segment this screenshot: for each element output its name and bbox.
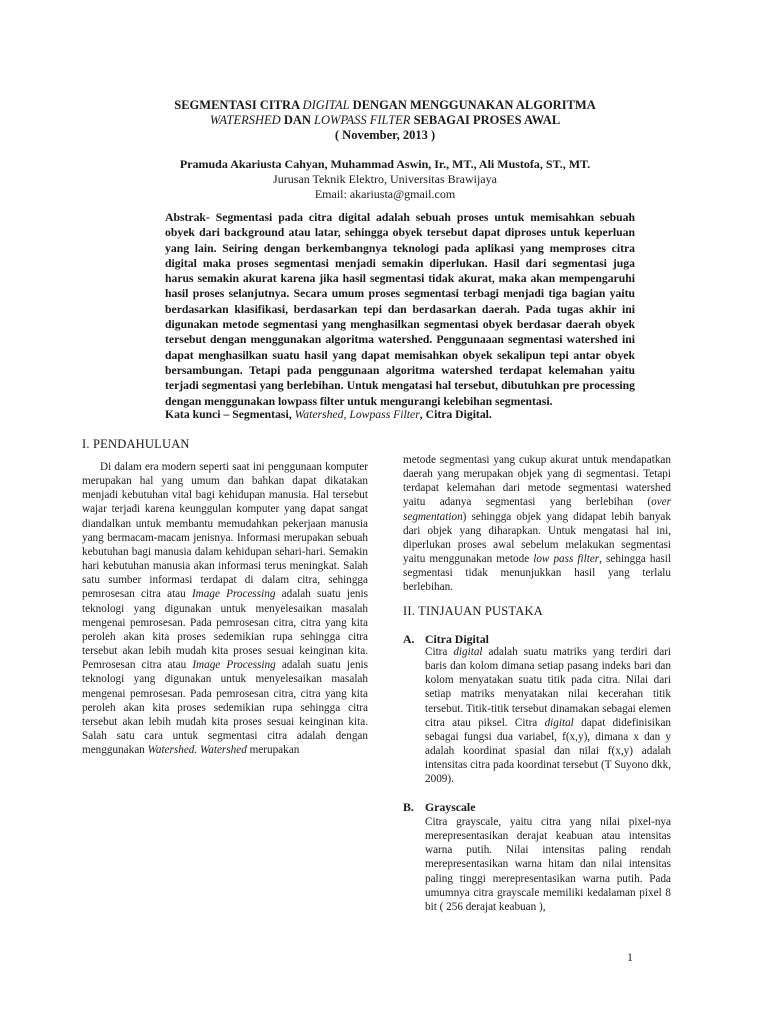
citra-digital-paragraph: Citra digital adalah suatu matriks yang terdiri dari baris dan kolom dimana setiap pasang indeks bari dan kolom menyatakan suatu titik pada citra. Nilai dari setiap matriks menyatakan nilai kecerahan titik tersebut. Titik-titik tersebut dinamakan sebagai elemen citra atau piksel. Citra digital dapat didefinisikan sebagai fungsi dua variabel, f(x,y), dimana x dan y adalah koordinat spasial dan nilai f(x,y) adalah intensitas citra pada koordinat tersebut (T Suyono dkk, 2009). <box>425 646 671 786</box>
keywords: Kata kunci – Segmentasi, Watershed, Lowpass Filter, Citra Digital. <box>165 408 492 421</box>
subsection-heading-citra-digital: A. Citra Digital <box>403 632 489 646</box>
affiliation: Jurusan Teknik Elektro, Universitas Brawijaya <box>273 172 497 186</box>
paper-date: ( November, 2013 ) <box>334 128 436 142</box>
paper-title: SEGMENTASI CITRA DIGITAL DENGAN MENGGUNAKAN ALGORITMA WATERSHED DAN LOWPASS FILTER SEBAGAI PROSES AWAL ( November, 2013 ) <box>174 98 596 142</box>
page-number: 1 <box>627 950 633 964</box>
author-email: Email: akariusta@gmail.com <box>314 187 456 201</box>
abstract: Abstrak- Segmentasi pada citra digital adalah sebuah proses untuk memisahkan sebuah obyek dari background atau latar, sehingga obyek tersebut dapat diproses untuk keperluan yang lain. Seiring dengan berkembangnya teknologi pada aplikasi yang memproses citra digital maka proses segmentasi menjadi semakin diperlukan. Hasil dari segmentasi juga harus semakin akurat karena jika hasil segmentasi tidak akurat, maka akan mempengaruhi hasil proses selanjutnya. Secara umum proses segmentasi terbagi menjadi tiga bagian yaitu berdasarkan klasifikasi, berdasarkan tepi dan berdasarkan daerah. Pada tugas akhir ini digunakan metode segmentasi yang menghasilkan segmentasi obyek berdasar daerah obyek tersebut dengan menggunakan algoritma watershed. Penggunaaan segmentasi watershed ini dapat menghasilkan suatu hasil yang dapat memisahkan obyek sekalipun tepi antar obyek bersambungan. Tetapi pada penggunaan algoritma watershed terdapat kelemahan yaitu terjadi segmentasi yang berlebihan. Untuk mengatasi hal tersebut, dibutuhkan pre processing dengan menggunakan lowpass filter untuk mengurangi kelebihan segmentasi. <box>165 211 635 408</box>
left-column-text <box>82 460 368 757</box>
subsection-heading-grayscale: B. Grayscale <box>403 800 476 814</box>
author-list: Pramuda Akariusta Cahyan, Muhammad Aswin, Ir., MT., Ali Mustofa, ST., MT. <box>179 157 591 171</box>
paper-header <box>80 98 690 202</box>
right-column-text: metode segmentasi yang cukup akurat untuk mendapatkan daerah yang merupakan objek yang di segmentasi. Tetapi terdapat kelemahan dari metode segmentasi watershed yaitu adanya segmentasi yang berlebihan (over segmentation) sehingga objek yang didapat lebih banyak dari objek yang diharapkan. Untuk mengatasi hal ini, diperlukan proses awal sebelum melakukan segmentasi yaitu menggunakan metode low pass filter, sehingga hasil segmentasi tidak menunjukkan hasil yang terlalu berlebihan. <box>403 454 671 594</box>
intro-paragraph: Di dalam era modern seperti saat ini penggunaan komputer merupakan hal yang umum dan bahkan dapat dikatakan menjadi kebutuhan vital bagi kehidupan manusia. Hal tersebut wajar terjadi karena keunggulan komputer yang dapat sangat diandalkan untuk membantu memudahkan pekerjaan manusia yang bermacam-macam jenisnya. Informasi merupakan sebuah kebutuhan bagi manusia dalam kehidupan sehari-hari. Semakin hari kebutuhan manusia akan informasi terus meningkat. Salah satu sumber informasi terdapat di dalam citra, sehingga pemrosesan citra atau Image Processing adalah suatu jenis teknologi yang digunakan untuk menyelesaikan masalah mengenai pemrosesan. Pada pemrosesan citra, citra yang kita peroleh akan kita proses sedemikian rupa sehingga citra tersebut akan lebih mudah kita proses sesuai keinginan kita. Pemrosesan citra atau Image Processing adalah suatu jenis teknologi yang digunakan untuk menyelesaikan masalah mengenai pemrosesan. Pada pemrosesan citra, citra yang kita peroleh akan kita proses sedemikian rupa sehingga citra tersebut akan lebih mudah kita proses sesuai keinginan kita. Salah satu cara untuk segmentasi citra adalah dengan menggunakan Watershed. Watershed merupakan <box>82 461 369 757</box>
section-heading-tinjauan-pustaka: II. TINJAUAN PUSTAKA <box>403 604 543 618</box>
grayscale-paragraph: Citra grayscale, yaitu citra yang nilai pixel-nya merepresentasikan derajat keabuan atau intensitas warna putih. Nilai intensitas paling rendah merepresentasikan warna hitam dan nilai intensitas paling tinggi merepresentasikan warna putih. Pada umumnya citra grayscale memiliki kedalaman pixel 8 bit ( 256 derajat keabuan ), <box>425 816 671 913</box>
section-heading-pendahuluan: I. PENDAHULUAN <box>82 437 190 451</box>
